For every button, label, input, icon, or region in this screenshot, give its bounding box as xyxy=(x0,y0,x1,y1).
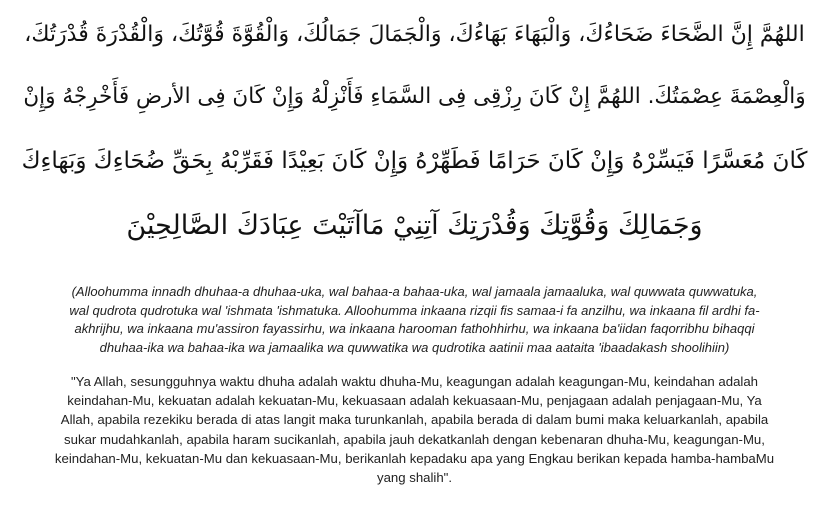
arabic-line-4: وَجَمَالِكَ وَقُوَّتِكَ وَقُدْرَتِكَ آتِنِيْ مَاآتَيْتَ عِبَادَكَ الصَّالِحِيْنَ xyxy=(126,210,703,241)
translation-line-6: yang shalih". xyxy=(376,470,453,486)
transliteration-line-3: akhrijhu, wa inkaana mu'assiron fayassirhu, wa inkaana harooman fathohhirhu, wa inkaana ba'iidan faqorribhu bihaqqi xyxy=(74,321,755,337)
translation-line-2: keindahan-Mu, kekuatan adalah kekuatan-Mu, kekuasaan adalah kekuasaan-Mu, penjagaan adalah penjagaan-Mu, Ya xyxy=(67,393,762,409)
translation-line-4: sukar mudahkanlah, apabila haram sucikanlah, apabila jauh dekatkanlah dengan kebenaran dhuha-Mu, keagungan-Mu, xyxy=(64,431,765,447)
translation-line-3: Allah, apabila rezekiku berada di atas langit maka turunkanlah, apabila berada di dalam bumi maka keluarkanlah, apabila xyxy=(60,412,769,428)
transliteration-line-4: dhuhaa-ika wa bahaa-ika wa jamaalika wa quwwatika wa qudrotika aatinii maa aataita 'ibaadakash shoolihiin) xyxy=(99,339,730,355)
arabic-line-1: اللهُمَّ إِنَّ الضَّحَاءَ ضَحَاءُكَ، وَالْبَهَاءَ بَهَاءُكَ، وَالْجَمَالَ جَمَالُكَ، وَالْقُوَّةَ قُوَّتُكَ، وَالْقُدْرَةَ قُدْرَتُكَ، xyxy=(24,22,805,47)
translation-line-1: "Ya Allah, sesungguhnya waktu dhuha adalah waktu dhuha-Mu, keagungan adalah keagungan-Mu, keindahan adalah xyxy=(70,374,759,389)
translation-paragraph xyxy=(18,372,811,487)
transliteration-paragraph xyxy=(18,283,811,357)
transliteration-line-1: (Alloohumma innadh dhuhaa-a dhuhaa-uka, wal bahaa-a bahaa-uka, wal jamaala jamaaluka, wal quwwata quwwatuka, xyxy=(71,284,758,299)
arabic-line-3: كَانَ مُعَسَّرًا فَيَسِّرْهُ وَإِنْ كَانَ حَرَامًا فَطَهِّرْهُ وَإِنْ كَانَ بَعِيْدًا فَقَرِّبْهُ بِحَقِّ ضُحَاءِكَ وَبَهَاءِكَ xyxy=(21,148,808,174)
transliteration-line-2: wal qudrota qudrotuka wal 'ishmata 'ishmatuka. Alloohumma inkaana rizqii fis samaa-i fa anzilhu, wa inkaana fil ardhi fa- xyxy=(69,302,760,318)
translation-line-5: keindahan-Mu, kekuatan-Mu dan kekuasaan-Mu, berikanlah kepadaku apa yang Engkau berikan kepada hamba-hambaMu xyxy=(54,450,775,466)
arabic-line-2: وَالْعِصْمَةَ عِصْمَتُكَ. اللهُمَّ إِنْ كَانَ رِزْقِى فِى السَّمَاءِ فَأَنْزِلْهُ وَإِنْ كَانَ فِى الأرضِ فَأَخْرِجْهُ وَإِنْ xyxy=(23,84,806,109)
